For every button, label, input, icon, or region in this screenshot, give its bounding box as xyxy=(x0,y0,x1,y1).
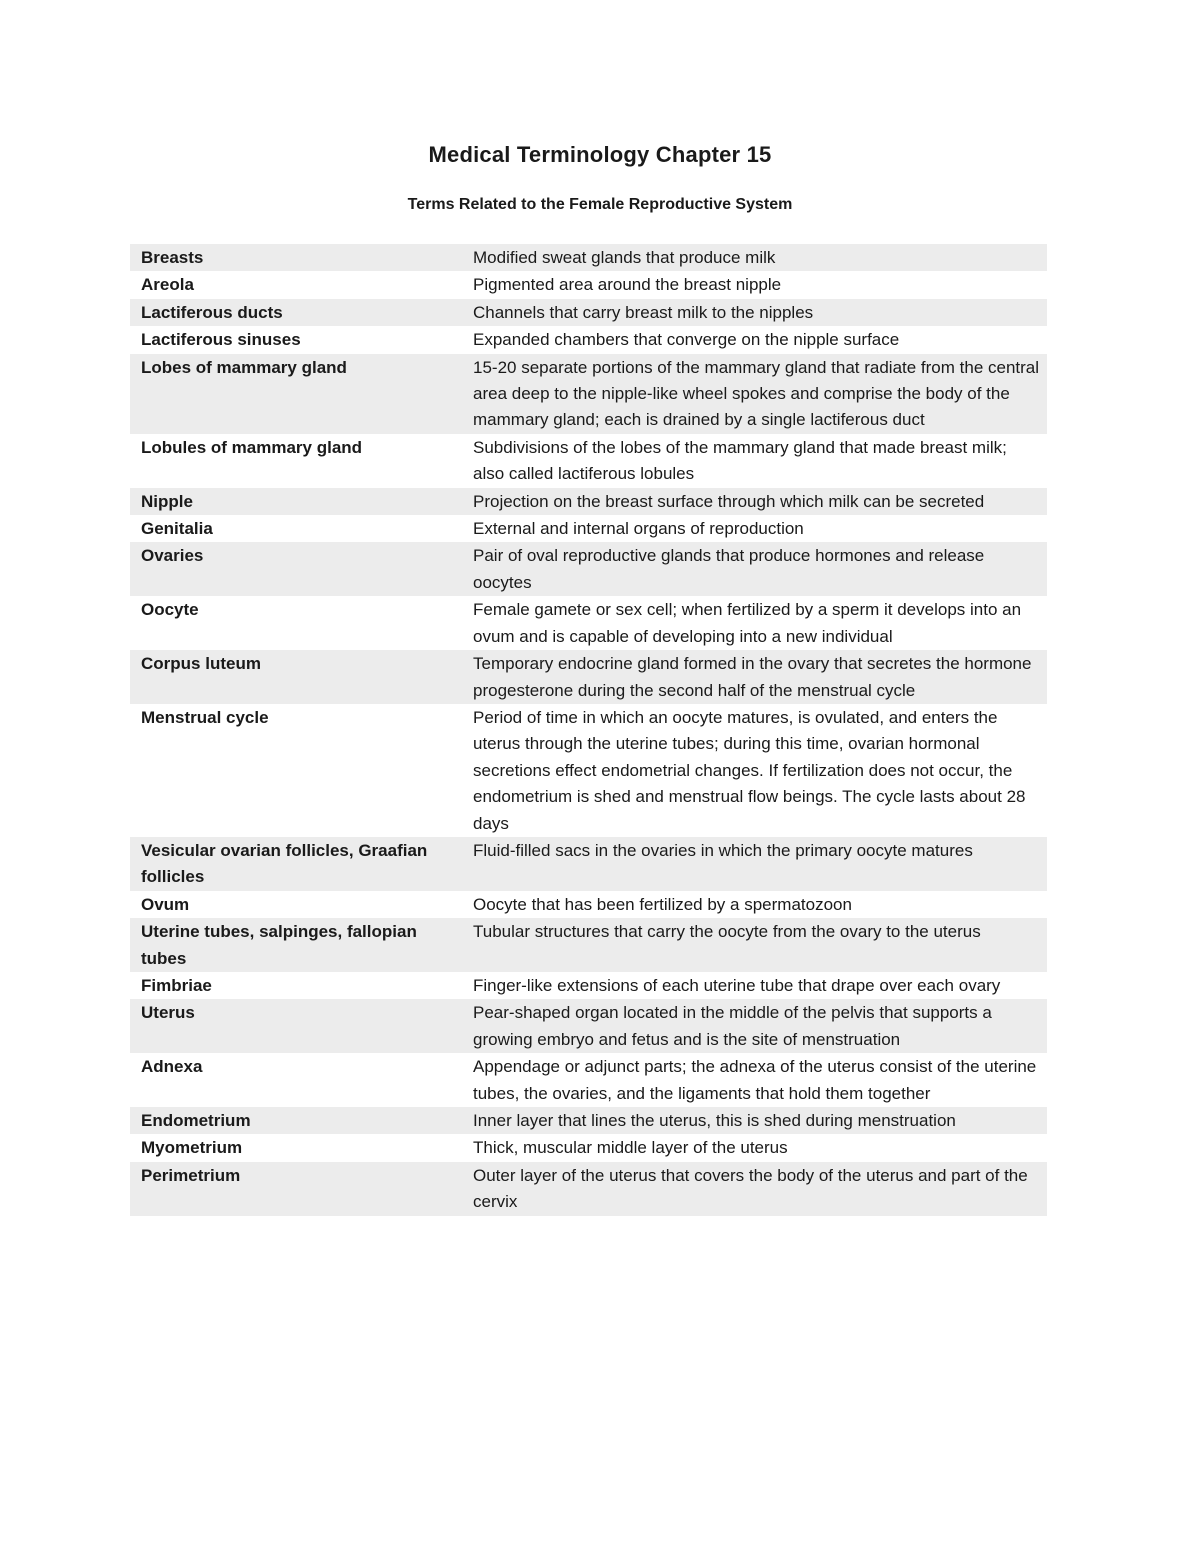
table-row xyxy=(130,515,1047,542)
definition-cell: Fluid-filled sacs in the ovaries in which the primary oocyte matures xyxy=(463,837,1047,891)
table-row xyxy=(130,1053,1047,1107)
table-row xyxy=(130,972,1047,999)
definition-cell: External and internal organs of reproduction xyxy=(473,519,804,539)
term-cell: Genitalia xyxy=(141,519,213,539)
definition-cell: Thick, muscular middle layer of the uterus xyxy=(473,1138,788,1158)
definition-cell: Oocyte that has been fertilized by a spermatozoon xyxy=(473,894,852,914)
definition-cell: Period of time in which an oocyte matures, is ovulated, and enters the uterus through the uterine tubes; during this time, ovarian hormonal secretions effect endometrial changes. If fertilization does not occur, the endometrium is shed and menstrual flow beings. The cycle lasts about 28 days xyxy=(473,707,1026,833)
table-row xyxy=(130,999,1047,1053)
term-cell: Perimetrium xyxy=(130,1162,463,1216)
table-row xyxy=(130,488,1047,515)
definition-cell: Subdivisions of the lobes of the mammary gland that made breast milk; also called lactiferous lobules xyxy=(473,437,1007,484)
table-row xyxy=(130,326,1047,353)
definition-cell: Pear-shaped organ located in the middle of the pelvis that supports a growing embryo and fetus and is the site of menstruation xyxy=(463,999,1047,1053)
table-row xyxy=(130,542,1047,596)
table-row xyxy=(130,918,1047,972)
term-cell: Areola xyxy=(141,275,194,295)
term-cell: Oocyte xyxy=(141,600,199,620)
table-row xyxy=(130,837,1047,891)
definition-cell: Projection on the breast surface through which milk can be secreted xyxy=(463,488,1047,515)
term-cell: Adnexa xyxy=(141,1057,203,1077)
term-cell: Vesicular ovarian follicles, Graafian follicles xyxy=(130,837,463,891)
term-cell: Endometrium xyxy=(130,1107,463,1134)
term-cell: Lobes of mammary gland xyxy=(130,354,463,434)
term-cell: Corpus luteum xyxy=(130,650,463,704)
terms-table-body xyxy=(130,244,1047,1216)
term-cell: Uterine tubes, salpinges, fallopian tubes xyxy=(130,918,463,972)
term-cell: Breasts xyxy=(130,244,463,271)
definition-cell: Pigmented area around the breast nipple xyxy=(473,275,782,295)
page-subtitle: Terms Related to the Female Reproductive System xyxy=(407,196,793,213)
definition-cell: Female gamete or sex cell; when fertilized by a sperm it develops into an ovum and is capable of developing into a new individual xyxy=(473,600,1022,646)
definition-cell: 15-20 separate portions of the mammary gland that radiate from the central area deep to the nipple-like wheel spokes and comprise the body of the mammary gland; each is drained by a single lactiferous duct xyxy=(463,354,1047,434)
term-cell: Lobules of mammary gland xyxy=(141,437,363,457)
definition-cell: Tubular structures that carry the oocyte from the ovary to the uterus xyxy=(463,918,1047,972)
table-row xyxy=(130,354,1047,434)
table-row xyxy=(130,891,1047,918)
definition-cell: Expanded chambers that converge on the nipple surface xyxy=(473,330,900,350)
term-cell: Menstrual cycle xyxy=(141,707,269,727)
table-row xyxy=(130,1134,1047,1161)
table-row xyxy=(130,596,1047,650)
table-row xyxy=(130,650,1047,704)
term-cell: Myometrium xyxy=(141,1138,243,1158)
definition-cell: Appendage or adjunct parts; the adnexa of the uterus consist of the uterine tubes, the ovaries, and the ligaments that hold them together xyxy=(473,1057,1037,1103)
term-cell: Nipple xyxy=(130,488,463,515)
term-cell: Lactiferous ducts xyxy=(130,299,463,326)
table-row xyxy=(130,244,1047,271)
table-row xyxy=(130,1107,1047,1134)
definition-cell: Modified sweat glands that produce milk xyxy=(463,244,1047,271)
table-row xyxy=(130,271,1047,298)
definition-cell: Outer layer of the uterus that covers the body of the uterus and part of the cervix xyxy=(463,1162,1047,1216)
terms-table xyxy=(130,244,1047,1216)
term-cell: Fimbriae xyxy=(141,975,212,995)
table-row xyxy=(130,1162,1047,1216)
definition-cell: Pair of oval reproductive glands that produce hormones and release oocytes xyxy=(463,542,1047,596)
table-row xyxy=(130,704,1047,837)
term-cell: Uterus xyxy=(130,999,463,1053)
definition-cell: Inner layer that lines the uterus, this is shed during menstruation xyxy=(463,1107,1047,1134)
definition-cell: Channels that carry breast milk to the nipples xyxy=(463,299,1047,326)
table-row xyxy=(130,299,1047,326)
definition-cell: Temporary endocrine gland formed in the ovary that secretes the hormone progesterone during the second half of the menstrual cycle xyxy=(463,650,1047,704)
page-title: Medical Terminology Chapter 15 xyxy=(428,142,772,167)
table-row xyxy=(130,434,1047,488)
definition-cell: Finger-like extensions of each uterine tube that drape over each ovary xyxy=(473,975,1001,995)
term-cell: Lactiferous sinuses xyxy=(141,330,301,350)
term-cell: Ovaries xyxy=(130,542,463,596)
term-cell: Ovum xyxy=(141,894,190,914)
